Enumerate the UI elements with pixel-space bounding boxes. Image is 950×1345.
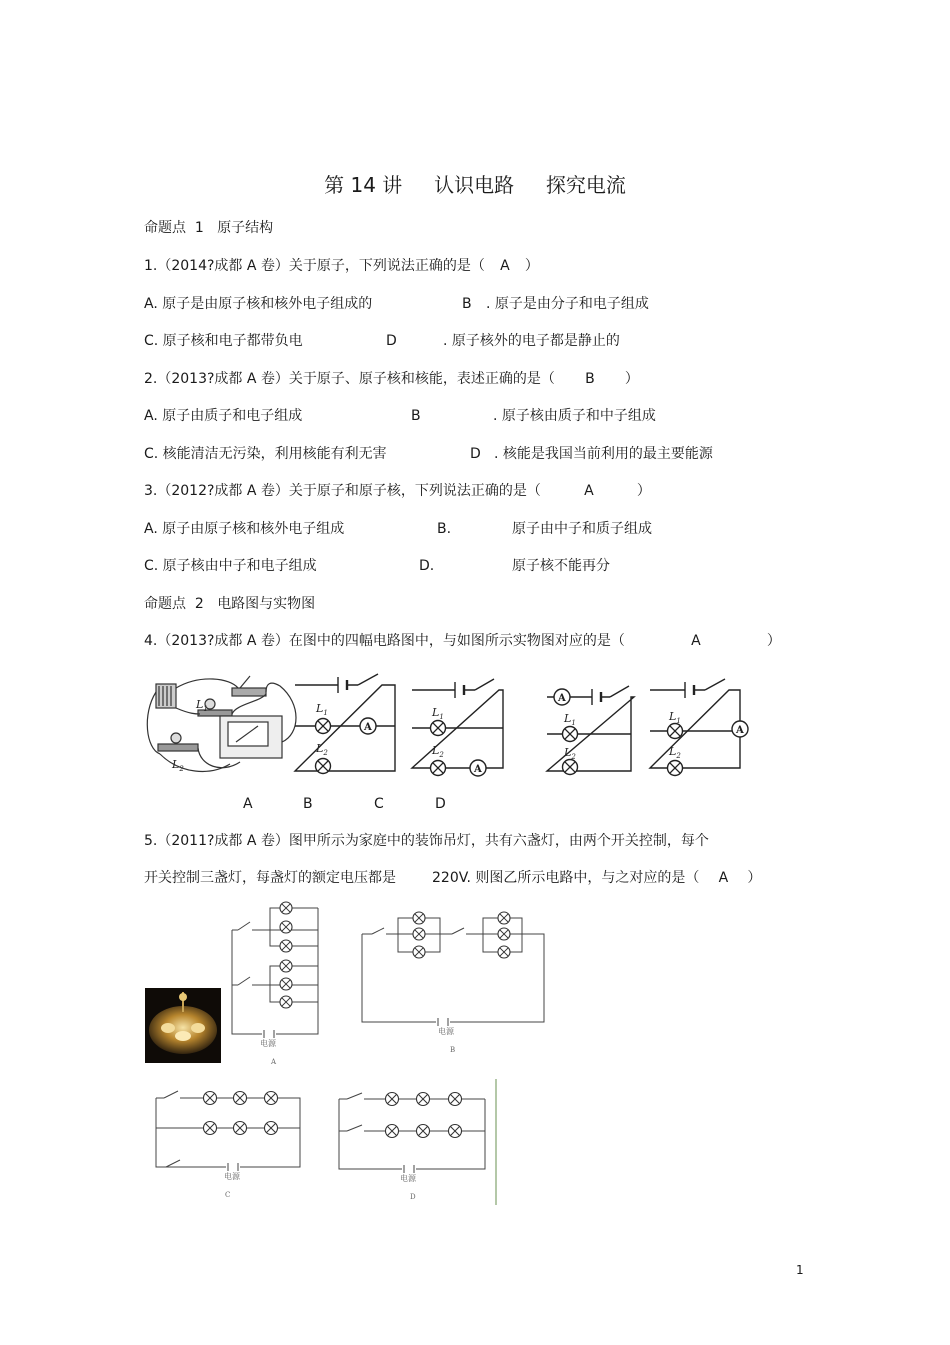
answer: A: [691, 633, 701, 649]
q3-option-c: C. 原子核由中子和电子组成: [144, 558, 317, 574]
question-5-line1: 5.（2011?成都 A 卷）图甲所示为家庭中的装饰吊灯，共有六盏灯，由两个开关控制，每个: [144, 833, 709, 849]
q1-option-b: . 原子是由分子和电子组成: [486, 296, 649, 312]
section-name: 原子结构: [217, 220, 274, 236]
schematic-a-l2: $L_2$: [316, 742, 328, 757]
schematic-c-l1: $L_1$: [564, 712, 576, 727]
q5-c-label: C: [225, 1191, 231, 1199]
physical-circuit-drawing: [147, 676, 296, 771]
schematic-a-l1: $L_1$: [316, 702, 328, 717]
schematic-b-l2: $L_2$: [432, 744, 444, 759]
question-2-stem: [144, 370, 639, 388]
q5-b-power-label: 电源: [438, 1027, 454, 1036]
schematic-b-l1: $L_1$: [432, 706, 444, 721]
close-paren: ）: [636, 483, 651, 499]
q3-option-d-letter: D.: [419, 558, 435, 574]
label-l1: $L_1$: [196, 698, 208, 713]
q5-a-power-label: 电源: [260, 1039, 276, 1048]
close-paren: ）: [524, 258, 539, 274]
q2-option-d: . 核能是我国当前利用的最主要能源: [494, 446, 713, 462]
answer: A: [584, 483, 594, 499]
q2-option-b-letter: B: [411, 408, 421, 424]
schematic-a: [295, 674, 395, 774]
section-heading-2: [144, 595, 315, 613]
q5-d-power-label: 电源: [400, 1174, 416, 1183]
stem-text: 3.（2012?成都 A 卷）关于原子和原子核，下列说法正确的是（: [144, 483, 541, 499]
q2-option-a: A. 原子由质子和电子组成: [144, 408, 303, 424]
question-3-stem: [144, 482, 651, 500]
answer: B: [585, 371, 595, 387]
question-1-stem: [144, 257, 539, 275]
stem-text: 2.（2013?成都 A 卷）关于原子、原子核和核能，表述正确的是（: [144, 371, 555, 387]
q2-option-b: . 原子核由质子和中子组成: [493, 408, 656, 424]
ammeter-a: A: [364, 722, 372, 733]
ammeter-c: A: [558, 693, 566, 704]
q1-option-c: C. 原子核和电子都带负电: [144, 333, 303, 349]
ammeter-b: A: [474, 764, 482, 775]
q5-b-label: B: [450, 1046, 456, 1054]
q5-circuit-c: [156, 1091, 300, 1171]
schematic-d-l2: $L_2$: [669, 745, 681, 760]
q4-label-d: D: [435, 796, 446, 812]
q5-circuit-d: [339, 1093, 485, 1174]
q4-label-a: A: [243, 796, 253, 812]
ammeter-d: A: [736, 725, 744, 736]
voltage-value: 220V: [432, 870, 467, 886]
answer: A: [718, 870, 729, 886]
q1-option-a: A. 原子是由原子核和核外电子组成的: [144, 296, 373, 312]
q5-circuit-a: [232, 902, 318, 1038]
section-number: 2: [194, 596, 204, 612]
q3-option-a: A. 原子由原子核和核外电子组成: [144, 521, 345, 537]
q1-option-d-letter: D: [386, 333, 397, 349]
line2-text-b: . 则图乙所示电路中，与之对应的是（: [466, 870, 700, 886]
q4-label-c: C: [374, 796, 384, 812]
chandelier-photo: [145, 988, 221, 1063]
schematic-d-l1: $L_1$: [669, 710, 681, 725]
close-paren: ）: [747, 870, 762, 886]
stem-text: 4.（2013?成都 A 卷）在图中的四幅电路图中，与如图所示实物图对应的是（: [144, 633, 625, 649]
q3-option-d: 原子核不能再分: [512, 558, 610, 574]
close-paren: ）: [766, 633, 781, 649]
close-paren: ）: [624, 371, 639, 387]
line2-text: 开关控制三盏灯，每盏灯的额定电压都是: [144, 870, 396, 886]
page-number: 1: [796, 1263, 804, 1277]
title-topic2: 探究电流: [545, 173, 626, 197]
schematic-c-l2: $L_2$: [564, 746, 576, 761]
q3-option-b: 原子由中子和质子组成: [512, 521, 652, 537]
q1-option-b-letter: B: [462, 296, 472, 312]
label-l2: $L_2$: [172, 758, 184, 773]
section-heading-1: [144, 219, 273, 237]
q4-label-b: B: [303, 796, 313, 812]
schematic-b: [412, 679, 503, 776]
section-label: 命题点: [144, 220, 186, 236]
answer: A: [500, 258, 510, 274]
q2-option-d-letter: D: [470, 446, 481, 462]
schematic-d: [650, 679, 748, 776]
title-topic1: 认识电路: [434, 173, 515, 197]
section-number: 1: [194, 220, 204, 236]
q2-option-c: C. 核能清洁无污染，利用核能有利无害: [144, 446, 387, 462]
q5-a-label: A: [271, 1058, 277, 1066]
section-label: 命题点: [144, 596, 186, 612]
q4-circuits-figure: [140, 664, 760, 784]
q3-option-b-letter: B.: [437, 521, 452, 537]
page-title: [0, 172, 950, 198]
q5-d-label: D: [410, 1193, 416, 1201]
title-lesson: 第 14 讲: [324, 173, 403, 197]
q1-option-d: . 原子核外的电子都是静止的: [443, 333, 620, 349]
q5-circuits-figure-2: [140, 1075, 510, 1210]
q5-circuit-b: [362, 912, 544, 1026]
stem-text: 1.（2014?成都 A 卷）关于原子，下列说法正确的是（: [144, 258, 485, 274]
question-4-stem: [144, 632, 781, 650]
section-name: 电路图与实物图: [217, 596, 316, 612]
q5-c-power-label: 电源: [224, 1172, 240, 1181]
question-5-line2: [144, 869, 761, 887]
